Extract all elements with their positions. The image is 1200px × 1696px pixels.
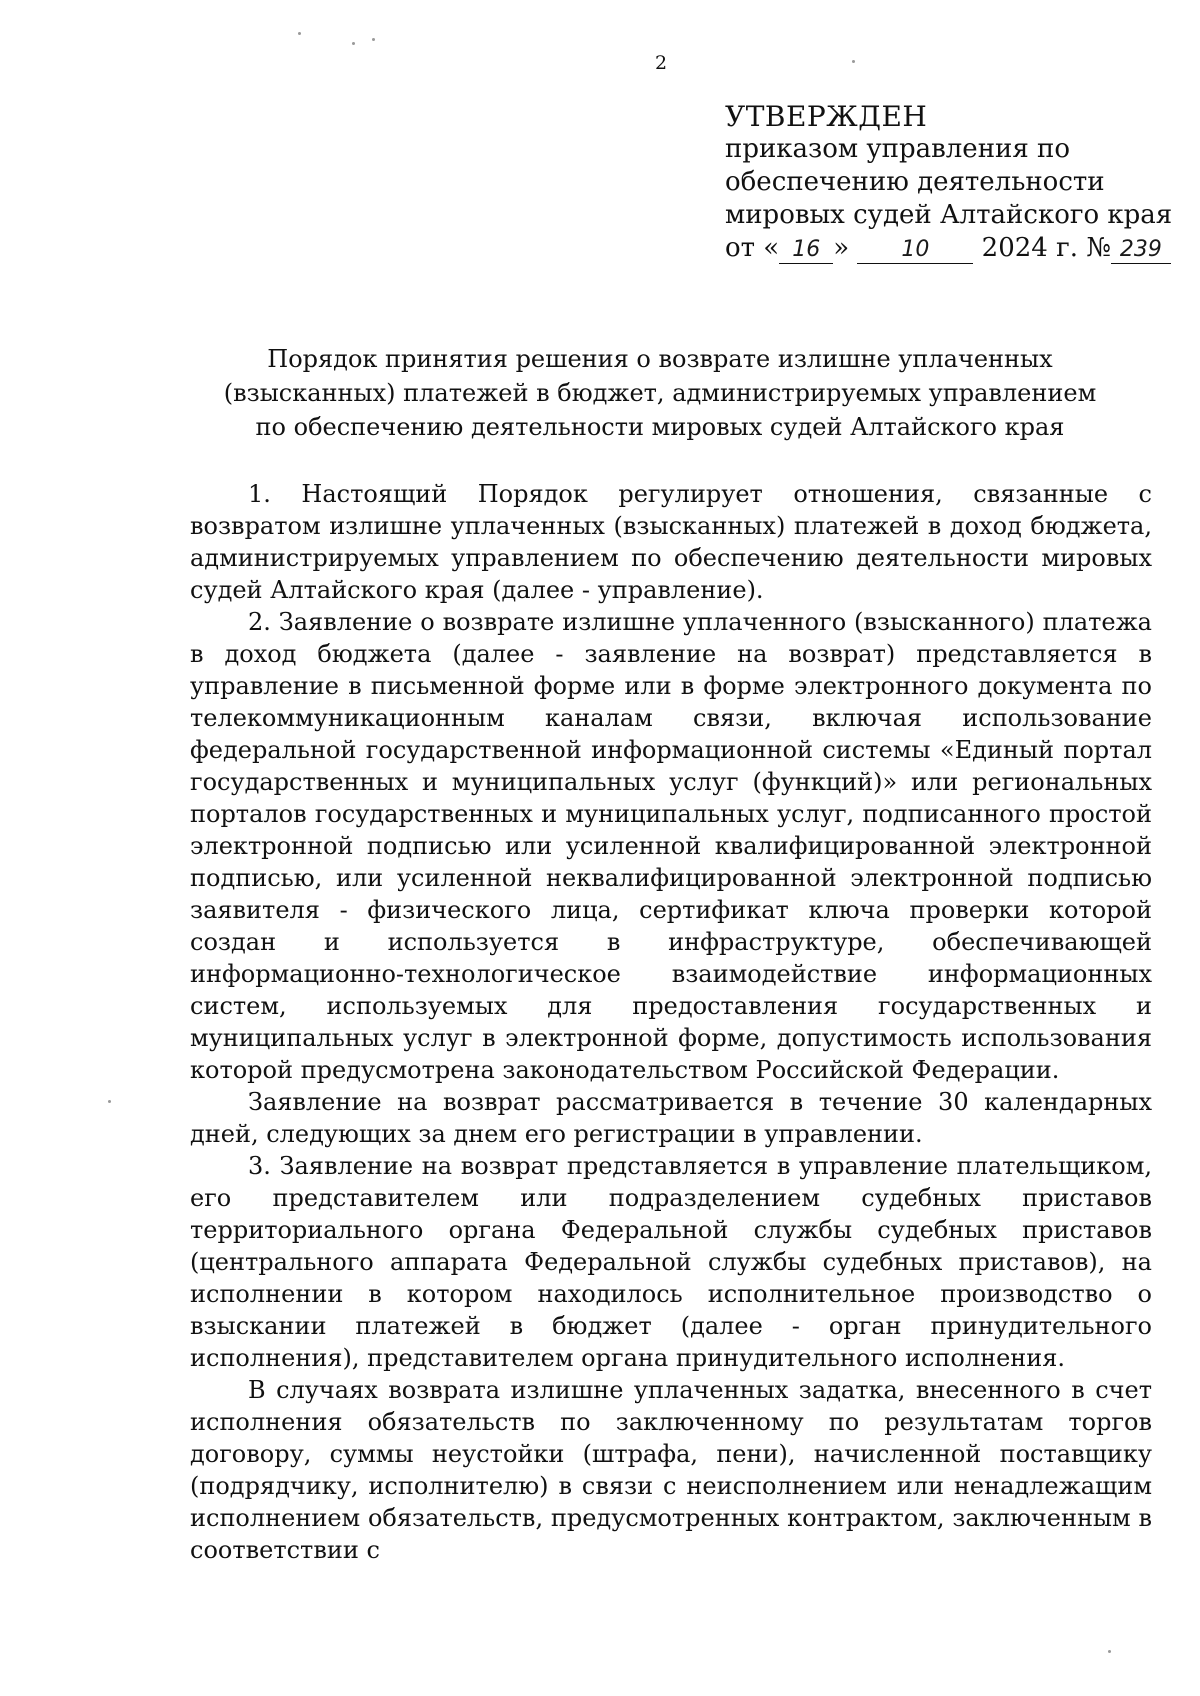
paragraph: 2. Заявление о возврате излишне уплаченного (взысканного) платежа в доход бюджета (далее - заявление на возврат) представляется в управление в письменной форме или в форме электронного документа по телекоммуникационным каналам связи, включая использование федеральной государственной информационной системы «Единый портал государственных и муниципальных услуг (функций)» или региональных порталов государственных и муниципальных услуг, подписанного простой электронной подписью или усиленной квалифицированной электронной подписью, или усиленной неквалифицированной электронной подписью заявителя - физического лица, сертификат ключа проверки которой создан и используется в инфраструктуре, обеспечивающей информационно-технологическое взаимодействие информационных систем, используемых для предоставления государственных и муниципальных услуг в электронной форме, допустимость использования которой предусмотрена законодательством Российской Федерации. [190, 608, 1152, 1084]
approval-line: обеспечению деятельности [725, 167, 1105, 197]
page-number: 2 [654, 52, 668, 74]
scan-speck [298, 32, 301, 35]
paragraph: 1. Настоящий Порядок регулирует отношения, связанные с возвратом излишне уплаченных (взысканных) платежей в доход бюджета, администрируемых управлением по обеспечению деятельности мировых судей Алтайского края (далее - управление). [190, 480, 1152, 604]
handwritten-month: 10 [857, 237, 973, 264]
scan-speck [372, 38, 375, 41]
scan-speck [352, 42, 355, 45]
title-line: Порядок принятия решения о возврате излишне уплаченных [267, 345, 1053, 373]
handwritten-order-number: 239 [1111, 237, 1171, 264]
approval-line: мировых судей Алтайского края [725, 200, 1173, 230]
paragraph: 3. Заявление на возврат представляется в управление плательщиком, его представителем или подразделением судебных приставов территориального органа Федеральной службы судебных приставов (центрального аппарата Федеральной службы судебных приставов), на исполнении в котором находилось исполнительное производство о взыскании платежей в бюджет (далее - орган принудительного исполнения), представителем органа принудительного исполнения. [190, 1152, 1152, 1372]
document-body [190, 478, 1152, 1566]
date-mid: » [833, 233, 850, 263]
approval-line: приказом управления по [725, 134, 1070, 164]
paragraph: Заявление на возврат рассматривается в течение 30 календарных дней, следующих за днем его регистрации в управлении. [190, 1088, 1152, 1148]
scan-speck [108, 1100, 111, 1103]
approval-heading: УТВЕРЖДЕН [725, 100, 928, 133]
scan-speck [1108, 1650, 1111, 1653]
approval-block [725, 100, 1172, 265]
title-line: (взысканных) платежей в бюджет, администрируемых управлением [223, 379, 1097, 407]
approval-date-line [725, 232, 1172, 265]
date-year: 2024 г. № [981, 233, 1111, 263]
scan-speck [852, 60, 855, 63]
date-prefix: от « [725, 233, 780, 263]
document-title [150, 342, 1170, 444]
handwritten-day: 16 [779, 237, 833, 264]
paragraph: В случаях возврата излишне уплаченных задатка, внесенного в счет исполнения обязательств по заключенному по результатам торгов договору, суммы неустойки (штрафа, пени), начисленной поставщику (подрядчику, исполнителю) в связи с неисполнением или ненадлежащим исполнением обязательств, предусмотренных контрактом, заключенным в соответствии с [190, 1376, 1152, 1564]
title-line: по обеспечению деятельности мировых судей Алтайского края [255, 413, 1065, 441]
